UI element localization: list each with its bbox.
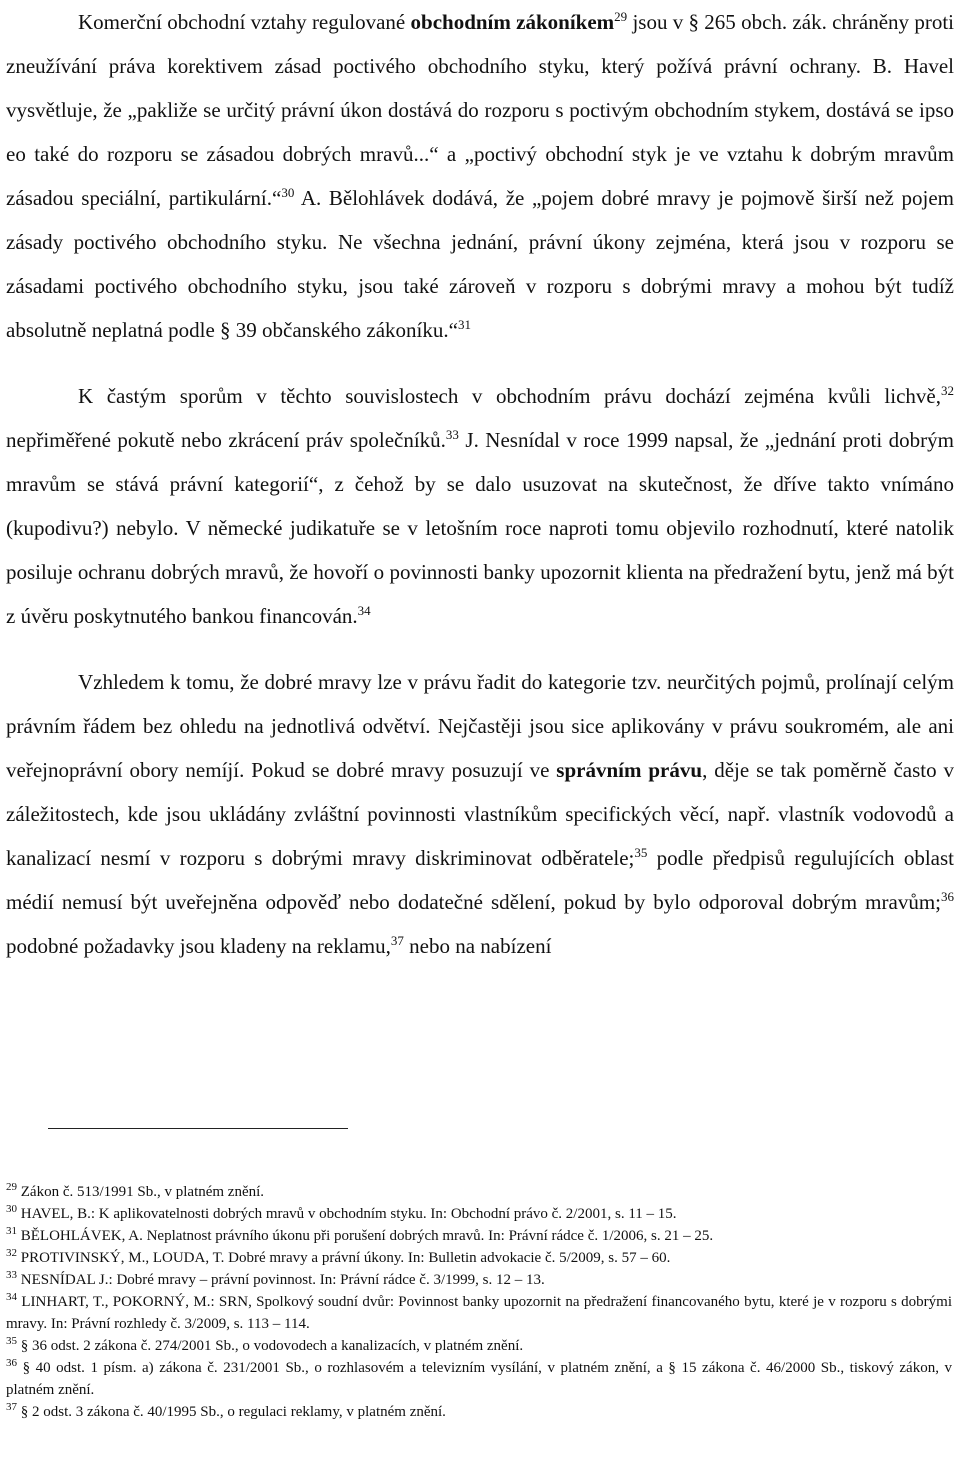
- footnote-number: 32: [6, 1247, 17, 1259]
- footnote-number: 29: [6, 1181, 17, 1193]
- footnote-ref: 29: [614, 9, 628, 24]
- text-span: podle předpisů regulujících oblast médií nemusí být uveřejněna odpověď nebo dodatečné sdělení, pokud by bylo odporoval dobrým mravům;: [6, 846, 954, 914]
- footnote: [6, 1247, 952, 1269]
- footnote-number: 37: [6, 1401, 17, 1413]
- footnote: [6, 1335, 952, 1357]
- text-span: nepřiměřené pokutě nebo zkrácení práv společníků.: [6, 428, 446, 452]
- footnote-text: § 36 odst. 2 zákona č. 274/2001 Sb., o vodovodech a kanalizacích, v platném znění.: [20, 1338, 524, 1354]
- footnote-ref: 33: [445, 427, 459, 442]
- footnote-ref: 37: [390, 933, 404, 948]
- footnote-text: Zákon č. 513/1991 Sb., v platném znění.: [20, 1184, 265, 1200]
- paragraph-1: [6, 0, 954, 352]
- text-span: , děje se tak poměrně často v záležitostech, kde jsou ukládány zvláštní povinnosti vlastníkům specifických věcí, např. vlastník vodovodů a kanalizací nesmí v rozporu s dobrými mravy diskriminovat odběratele;: [6, 758, 954, 870]
- footnote-ref: 36: [941, 889, 954, 904]
- footnote-text: § 2 odst. 3 zákona č. 40/1995 Sb., o regulaci reklamy, v platném znění.: [20, 1404, 446, 1420]
- footnote-ref: 34: [357, 603, 371, 618]
- paragraph-3: [6, 660, 954, 968]
- footnote-number: 30: [6, 1203, 17, 1215]
- footnote: [6, 1181, 952, 1203]
- footnote: [6, 1357, 952, 1401]
- footnote: [6, 1225, 952, 1247]
- paragraph-2: [6, 374, 954, 638]
- footnote-ref: 32: [941, 383, 954, 398]
- main-text: [6, 0, 954, 968]
- footnote-ref: 31: [457, 317, 471, 332]
- text-span: A. Bělohlávek dodává, že „pojem dobré mravy je pojmově širší než pojem zásady poctivého obchodního styku. Ne všechna jednání, právní úkony zejména, která jsou v rozporu se zásadami poctivého obchodního styku, jsou také zároveň v rozporu s dobrými mravy a mohou být tudíž absolutně neplatná podle § 39 občanského zákoníku.“: [6, 186, 955, 342]
- text-span: podobné požadavky jsou kladeny na reklamu,: [6, 934, 391, 958]
- footnote-ref: 35: [634, 845, 648, 860]
- text-span: J. Nesnídal v roce 1999 napsal, že „jednání proti dobrým mravům se stává právní kategorií“, z čehož by se dalo usuzovat na skutečnost, že dříve takto vnímáno (kupodivu?) nebylo. V německé judikatuře se v letošním roce naproti tomu objevilo rozhodnutí, které natolik posiluje ochranu dobrých mravů, že hovoří o povinnosti banky upozornit klienta na předražení bytu, jenž má být z úvěru poskytnutého bankou financován.: [6, 428, 954, 628]
- footnote-number: 33: [6, 1269, 17, 1281]
- footnote-text: PROTIVINSKÝ, M., LOUDA, T. Dobré mravy a právní úkony. In: Bulletin advokacie č. 5/2009, s. 57 – 60.: [20, 1250, 671, 1266]
- bold-term: správním právu: [556, 758, 703, 782]
- footnote-number: 31: [6, 1225, 17, 1237]
- footnote-text: § 40 odst. 1 písm. a) zákona č. 231/2001 Sb., o rozhlasovém a televizním vysílání, v platném znění, a § 15 zákona č. 46/2000 Sb., tiskový zákon, v platném znění.: [6, 1360, 952, 1398]
- text-span: Vzhledem k tomu, že dobré mravy lze v právu řadit do kategorie tzv. neurčitých pojmů, prolínají celým právním řádem bez ohledu na jednotlivá odvětví. Nejčastěji jsou sice aplikovány v právu soukromém, ale ani veřejnoprávní obory nemíjí. Pokud se dobré mravy posuzují ve: [6, 670, 954, 782]
- footnote-ref: 30: [281, 185, 295, 200]
- footnote: [6, 1401, 952, 1423]
- footnote-number: 35: [6, 1335, 17, 1347]
- footnote-text: BĚLOHLÁVEK, A. Neplatnost právního úkonu při porušení dobrých mravů. In: Právní rádce č. 1/2006, s. 21 – 25.: [20, 1228, 714, 1244]
- text-span: jsou v § 265 obch. zák. chráněny proti zneužívání práva korektivem zásad poctivého obchodního styku, který požívá právní ochrany. B. Havel vysvětluje, že „pakliže se určitý právní úkon dostává do rozporu s poctivým obchodním stykem, dostává se ipso eo také do rozporu se zásadou dobrých mravů...“ a „poctivý obchodní styk je ve vztahu k dobrým mravům zásadou speciální, partikulární.“: [6, 10, 954, 210]
- footnote-number: 36: [6, 1357, 17, 1369]
- footnote: [6, 1269, 952, 1291]
- footnote-text: HAVEL, B.: K aplikovatelnosti dobrých mravů v obchodním styku. In: Obchodní právo č. 2/2001, s. 11 – 15.: [20, 1206, 677, 1222]
- footnote-separator: [48, 1128, 348, 1129]
- text-span: K častým sporům v těchto souvislostech v obchodním právu dochází zejména kvůli lichvě,: [78, 384, 941, 408]
- footnote-number: 34: [6, 1291, 17, 1303]
- footnote: [6, 1203, 952, 1225]
- text-span: Komerční obchodní vztahy regulované: [78, 10, 406, 34]
- text-span: nebo na nabízení: [403, 934, 552, 958]
- bold-term: obchodním zákoníkem: [410, 10, 615, 34]
- footnote-text: LINHART, T., POKORNÝ, M.: SRN, Spolkový soudní dvůr: Povinnost banky upozornit na předražení financovaného bytu, které je v rozporu s dobrými mravy. In: Právní rozhledy č. 3/2009, s. 113 – 114.: [6, 1294, 953, 1332]
- footnotes: [6, 1181, 952, 1423]
- footnote: [6, 1291, 952, 1335]
- footnote-text: NESNÍDAL J.: Dobré mravy – právní povinnost. In: Právní rádce č. 3/1999, s. 12 – 13.: [20, 1272, 545, 1288]
